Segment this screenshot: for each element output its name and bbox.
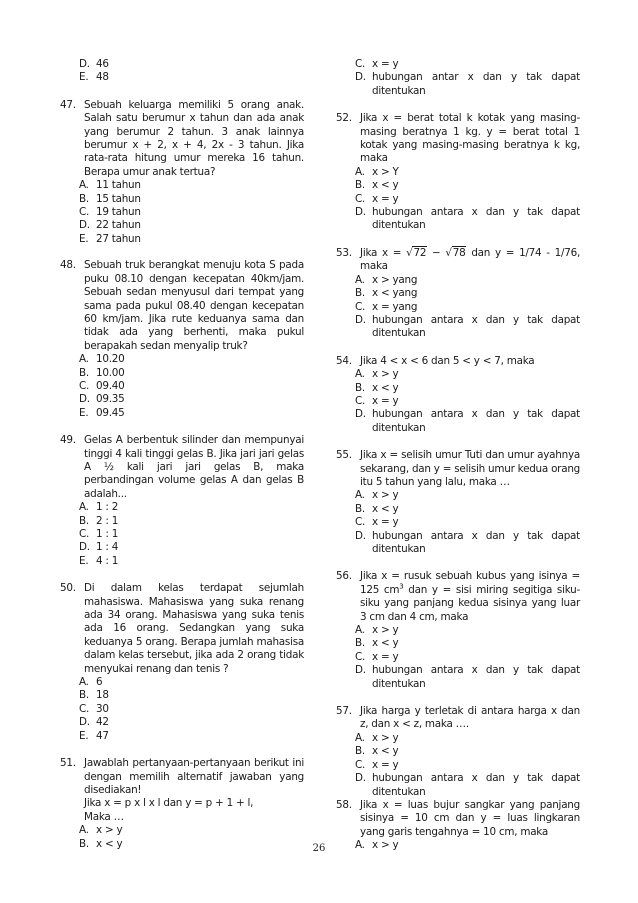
answer-option: C. x = y — [355, 58, 399, 70]
question-options — [60, 353, 304, 420]
question-53: 53. Jika x = √72 − √78 dan y = 1/74 - 1/76, maka A. x > yang B. x < yang C. x = yang D. hubungan antara x dan y tak dapat ditentukan — [336, 246, 580, 340]
page-number: 26 — [312, 843, 326, 854]
answer-option: A. x > y — [355, 731, 399, 744]
answer-option: E. 27 tahun — [79, 232, 141, 245]
question-options — [60, 676, 304, 743]
right-column — [336, 58, 580, 853]
question-57: 57. Jika harga y terletak di antara harga x dan z, dan x < z, maka …. A. x > y B. x < y C. x = y D. hubungan antara x dan y tak dapat ditentukan — [336, 705, 580, 798]
answer-option: A. x > y — [355, 839, 399, 852]
answer-option: E. 4 : 1 — [79, 554, 119, 567]
question-stem: Jika x = luas bujur sangkar yang panjang sisinya = 10 cm dan y = luas lingkaran yang garis tengahnya = 10 cm, maka — [360, 798, 580, 838]
answer-option: A. x > y — [79, 824, 123, 837]
square-root-78: √78 — [445, 246, 466, 259]
question-stem: Jika harga y terletak di antara harga x dan z, dan x < z, maka …. — [360, 705, 580, 731]
question-49: 49. Gelas A berbentuk silinder dan mempunyai tinggi 4 kali tinggi gelas B. Jika jari jari gelas A ½ kali jari jari gelas B, maka perbandingan volume gelas A dan gelas B adalah... A. 1 : 2 B. 2 : 1 C. 1 : 1 D. 1 : 4 E. 4 : 1 — [60, 434, 304, 567]
answer-option: C. x = yang — [355, 300, 418, 313]
carryover-options — [336, 58, 580, 98]
question-56: 56. Jika x = rusuk sebuah kubus yang isinya = 125 $cm^3$ dan y = sisi miring segitiga siku-siku yang panjang kedua sisinya yang luar 3 cm dan 4 cm, maka A. x > y B. x < y C. x = y D. hubungan antara x dan y tak dapat ditentukan — [336, 570, 580, 690]
answer-option: B. 15 tahun — [79, 192, 141, 205]
question-stem: Sebuah keluarga memiliki 5 orang anak. Salah satu berumur x tahun dan ada anak yang berumur 2 tahun. 3 anak lainnya berumur x + 2, x + 4, 2x - 3 tahun. Jika rata-rata hitung umur mereka 16 tahun. Berapa umur anak tertua? — [84, 98, 304, 178]
answer-option: B. x < y — [355, 637, 399, 650]
answer-option: D. 46 — [79, 58, 109, 70]
answer-option: D. hubungan antara x dan y tak dapat ditentukan — [355, 408, 580, 434]
question-stem: Jika x = √72 − √78 dan y = 1/74 - 1/76, maka — [360, 246, 580, 273]
question-options — [336, 732, 580, 799]
answer-option: D. hubungan antar x dan y tak dapat ditentukan — [355, 71, 580, 97]
question-58: 58. Jika x = luas bujur sangkar yang panjang sisinya = 10 cm dan y = luas lingkaran yang garis tengahnya = 10 cm, maka A. x > y — [336, 798, 580, 852]
answer-option: D. 1 : 4 — [79, 541, 119, 554]
question-options — [336, 624, 580, 691]
answer-option: B. 2 : 1 — [79, 514, 119, 527]
question-stem: Jika x = rusuk sebuah kubus yang isinya = 125 $cm^3$ dan y = sisi miring segitiga siku-siku yang panjang kedua sisinya yang luar 3 cm dan 4 cm, maka — [360, 570, 580, 623]
left-column — [60, 58, 304, 851]
answer-option: A. 6 — [79, 676, 103, 689]
answer-option: A. 10.20 — [79, 353, 125, 366]
answer-option: D. hubungan antara x dan y tak dapat ditentukan — [355, 529, 580, 555]
question-stem: Jika x = berat total k kotak yang masing-masing beratnya 1 kg. y = berat total 1 kotak yang masing-masing beratnya k kg, maka — [360, 112, 580, 165]
answer-option: C. 19 tahun — [79, 206, 141, 219]
answer-option: C. x = y — [355, 394, 399, 407]
answer-option: C. x = y — [355, 758, 399, 771]
question-55: 55. Jika x = selisih umur Tuti dan umur ayahnya sekarang, dan y = selisih umur kedua orang itu 5 tahun yang lalu, maka … A. x > y B. x < y C. x = y D. hubungan antara x dan y tak dapat ditentukan — [336, 449, 580, 555]
answer-option: D. hubungan antara x dan y tak dapat ditentukan — [355, 206, 580, 232]
answer-option: D. 42 — [79, 716, 109, 729]
answer-option: E. 47 — [79, 729, 109, 742]
answer-option: A. 11 tahun — [79, 179, 141, 192]
answer-option: E. 48 — [79, 71, 109, 84]
question-50: 50. Di dalam kelas terdapat sejumlah mahasiswa. Mahasiswa yang suka renang ada 34 orang. Mahasiswa yang suka tenis ada 16 orang. Sedangkan yang suka keduanya 5 orang. Berapa jumlah mahasisa dalam kelas tersebut, jika ada 2 orang tidak menyukai renang dan tenis ? A. 6 B. 18 C. 30 D. 42 E. 47 — [60, 582, 304, 742]
answer-option: D. hubungan antara x dan y tak dapat ditentukan — [355, 772, 580, 798]
question-stem: Sebuah truk berangkat menuju kota S pada puku 08.10 dengan kecepatan 40km/jam. Sebuah sedan menyusul dari tempat yang sama pada pukul 08.40 dengan kecepatan 60 km/jam. Jika rute keduanya sama dan tidak ada yang berhenti, maka pukul berapakah sedan menyalip truk? — [84, 259, 304, 352]
answer-option: D. 22 tahun — [79, 219, 141, 232]
answer-option: B. x < yang — [355, 287, 418, 300]
question-options — [336, 274, 580, 341]
question-47: 47. Sebuah keluarga memiliki 5 orang anak. Salah satu berumur x tahun dan ada anak yang berumur 2 tahun. 3 anak lainnya berumur x + 2, x + 4, 2x - 3 tahun. Jika rata-rata hitung umur mereka 16 tahun. Berapa umur anak tertua? A. 11 tahun B. 15 tahun C. 19 tahun D. 22 tahun E. 27 tahun — [60, 98, 304, 245]
answer-option: C. x = y — [355, 650, 399, 663]
question-51: 51. Jawablah pertanyaan-pertanyaan berikut ini dengan memilih alternatif jawaban yang disediakan! Jika x = p x l x l dan y = p + 1 + l, Maka … A. x > y B. x < y — [60, 757, 304, 850]
answer-option: B. x < y — [355, 381, 399, 394]
answer-option: A. x > y — [355, 624, 399, 637]
answer-option: A. x > yang — [355, 273, 418, 286]
question-options — [60, 501, 304, 568]
question-stem: Gelas A berbentuk silinder dan mempunyai tinggi 4 kali tinggi gelas B. Jika jari jari gelas A ½ kali jari jari gelas B, maka perbandingan volume gelas A dan gelas B adalah... — [84, 434, 304, 500]
answer-option: C. 09.40 — [79, 379, 125, 392]
answer-option: C. 1 : 1 — [79, 528, 119, 540]
question-stem: Jawablah pertanyaan-pertanyaan berikut ini dengan memilih alternatif jawaban yang disediakan! — [84, 757, 304, 796]
answer-option: B. 18 — [79, 689, 109, 702]
square-root-72: √72 — [406, 246, 427, 259]
answer-option: B. x < y — [355, 745, 399, 758]
question-stem-line: Jika x = p x l x l dan y = p + 1 + l, — [84, 797, 254, 810]
question-stem-line: Maka … — [84, 810, 124, 823]
answer-option: C. x = y — [355, 516, 399, 529]
answer-option: D. 09.35 — [79, 393, 125, 406]
question-options — [336, 368, 580, 435]
answer-option: B. x < y — [355, 179, 399, 192]
answer-option: B. 10.00 — [79, 366, 125, 379]
question-stem: Di dalam kelas terdapat sejumlah mahasiswa. Mahasiswa yang suka renang ada 34 orang. Mahasiswa yang suka tenis ada 16 orang. Sedangkan yang suka keduanya 5 orang. Berapa jumlah mahasisa dalam kelas tersebut, jika ada 2 orang tidak menyukai renang dan tenis ? — [84, 582, 304, 675]
question-52: 52. Jika x = berat total k kotak yang masing-masing beratnya 1 kg. y = berat total 1 kotak yang masing-masing beratnya k kg, maka A. x > Y B. x < y C. x = y D. hubungan antara x dan y tak dapat ditentukan — [336, 112, 580, 232]
question-stem: Jika 4 < x < 6 dan 5 < y < 7, maka — [360, 354, 535, 367]
question-54: 54. Jika 4 < x < 6 dan 5 < y < 7, maka A. x > y B. x < y C. x = y D. hubungan antara x dan y tak dapat ditentukan — [336, 354, 580, 434]
answer-option: C. x = y — [355, 192, 399, 205]
answer-option: B. x < y — [355, 502, 399, 515]
question-options — [336, 489, 580, 556]
answer-option: A. x > y — [355, 489, 399, 502]
answer-option: C. 30 — [79, 702, 109, 715]
question-options — [60, 179, 304, 246]
question-options — [336, 166, 580, 233]
answer-option: E. 09.45 — [79, 406, 125, 419]
answer-option: D. hubungan antara x dan y tak dapat ditentukan — [355, 313, 580, 340]
answer-option: A. x > y — [355, 368, 399, 381]
question-stem: Jika x = selisih umur Tuti dan umur ayahnya sekarang, dan y = selisih umur kedua orang itu 5 tahun yang lalu, maka … — [360, 449, 580, 488]
answer-option: A. x > Y — [355, 165, 399, 178]
question-48: 48. Sebuah truk berangkat menuju kota S pada puku 08.10 dengan kecepatan 40km/jam. Sebuah sedan menyusul dari tempat yang sama pada pukul 08.40 dengan kecepatan 60 km/jam. Jika rute keduanya sama dan tidak ada yang berhenti, maka pukul berapakah sedan menyalip truk? A. 10.20 B. 10.00 C. 09.40 D. 09.35 E. 09.45 — [60, 259, 304, 419]
carryover-options — [60, 58, 304, 85]
answer-option: B. x < y — [79, 837, 123, 850]
answer-option: A. 1 : 2 — [79, 501, 119, 514]
answer-option: D. hubungan antara x dan y tak dapat ditentukan — [355, 664, 580, 690]
